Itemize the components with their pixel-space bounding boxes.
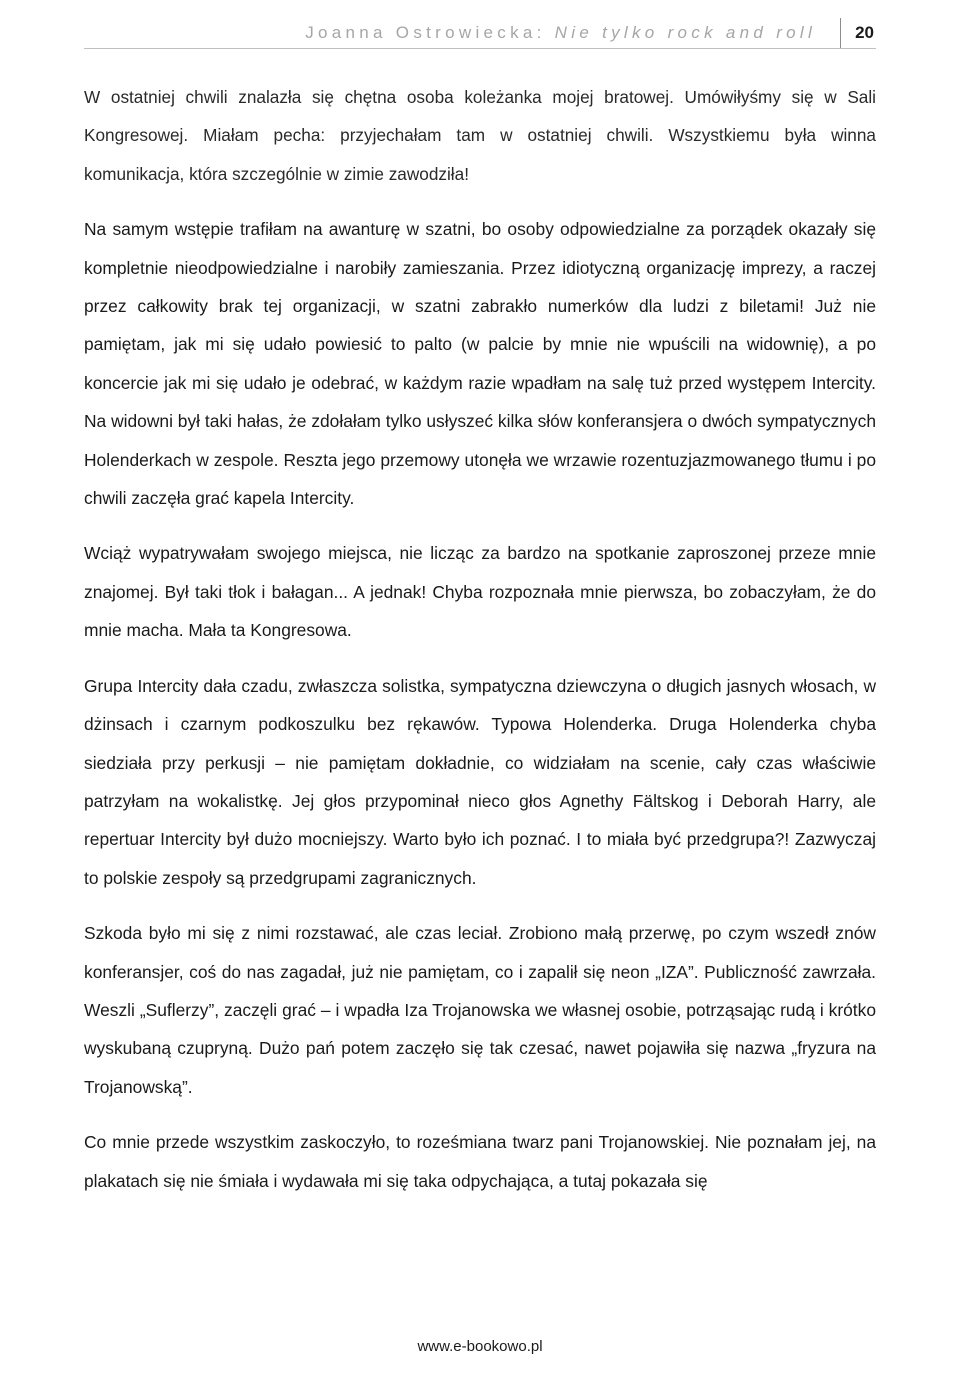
- paragraph-6: Co mnie przede wszystkim zaskoczyło, to roześmiana twarz pani Trojanowskiej. Nie poznałam jej, na plakatach się nie śmiała i wydawała mi się taka odpychająca, a tutaj pokazała się: [84, 1132, 876, 1191]
- author-name: Joanna Ostrowiecka:: [305, 23, 555, 42]
- page-body: [84, 78, 876, 1217]
- page-number: 20: [840, 18, 876, 48]
- paragraph-4: Grupa Intercity dała czadu, zwłaszcza solistka, sympatyczna dziewczyna o długich jasnych włosach, w dżinsach i czarnym podkoszulku bez rękawów. Typowa Holenderka. Druga Holenderka chyba siedziała przy perkusji – nie pamiętam dokładnie, co widziałam na scenie, cały czas właściwie patrzyłam na wokalistkę. Jej głos przypominał nieco głos Agnethy Fältskog i Deborah Harry, ale repertuar Intercity był dużo mocniejszy. Warto było ich poznać. I to miała być przedgrupa?! Zazwyczaj to polskie zespoły są przedgrupami zagranicznych.: [84, 675, 876, 888]
- paragraph-1: W ostatniej chwili znalazła się chętna osoba koleżanka mojej bratowej. Umówiłyśmy się w Sali Kongresowej. Miałam pecha: przyjechałam tam w ostatniej chwili. Wszystkiemu była winna komunikacja, która szczególnie w zimie zawodziła!: [84, 87, 876, 184]
- book-title: Nie tylko rock and roll: [554, 23, 817, 42]
- page-header: [84, 18, 876, 49]
- paragraph-2: Na samym wstępie trafiłam na awanturę w szatni, bo osoby odpowiedzialne za porządek okazały się kompletnie nieodpowiedzialne i narobiły zamieszania. Przez idiotyczną organizację imprezy, a raczej przez całkowity brak tej organizacji, w szatni zabrakło numerków dla ludzi z biletami! Już nie pamiętam, jak mi się udało powiesić to palto (w palcie by mnie nie wpuścili na widownię), a po koncercie jak mi się udało je odebrać, w każdym razie wpadłam na salę tuż przed występem Intercity. Na widowni był taki hałas, że zdołałam tylko usłyszeć kilka słów konferansjera o dwóch sympatycznych Holenderkach w zespole. Reszta jego przemowy utonęła we wrzawie rozentuzjazmowanego tłumu i po chwili zaczęła grać kapela Intercity.: [84, 219, 876, 509]
- paragraph-5: Szkoda było mi się z nimi rozstawać, ale czas leciał. Zrobiono małą przerwę, po czym wszedł znów konferansjer, coś do nas zagadał, już nie pamiętam, co i zapalił się neon „IZA”. Publiczność zawrzała. Weszli „Suflerzy”, zaczęli grać – i wpadła Iza Trojanowska we własnej osobie, potrząsając rudą i krótko wyskubaną czupryną. Dużo pań potem zaczęło się tak czesać, nawet pojawiła się nazwa „fryzura na Trojanowską”.: [84, 923, 876, 1097]
- running-title: [305, 23, 840, 43]
- footer-url: www.e-bookowo.pl: [417, 1338, 543, 1355]
- paragraph-3: Wciąż wypatrywałam swojego miejsca, nie licząc za bardzo na spotkanie zaproszonej przeze mnie znajomej. Był taki tłok i bałagan... A jednak! Chyba rozpoznała mnie pierwsza, bo zobaczyłam, że do mnie macha. Mała ta Kongresowa.: [84, 543, 876, 641]
